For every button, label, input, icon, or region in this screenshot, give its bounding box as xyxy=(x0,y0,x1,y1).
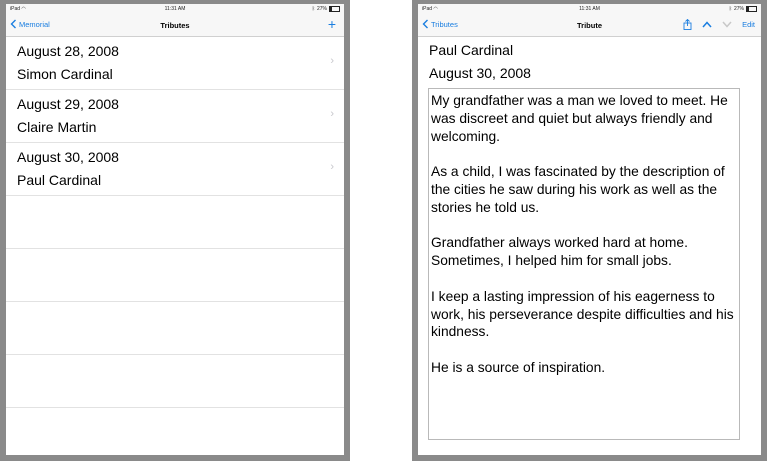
tribute-paragraph: He is a source of inspiration. xyxy=(431,359,606,375)
back-label: Memorial xyxy=(19,19,50,29)
chevron-right-icon: › xyxy=(330,55,334,67)
list-item[interactable] xyxy=(6,37,344,90)
tribute-date: August 29, 2008 xyxy=(17,96,119,112)
empty-row xyxy=(6,249,344,302)
wifi-icon: ◠ xyxy=(21,6,26,12)
battery-icon xyxy=(329,6,340,12)
back-label: Tributes xyxy=(431,19,458,29)
plus-icon[interactable]: + xyxy=(327,16,336,32)
tribute-date: August 28, 2008 xyxy=(17,43,119,59)
left-screen xyxy=(6,4,344,455)
edit-button[interactable]: Edit xyxy=(742,20,755,29)
tribute-paragraph: My grandfather was a man we loved to meet. He was discreet and quiet but always friendly and welcoming. xyxy=(431,93,728,144)
status-right xyxy=(312,6,340,12)
empty-row xyxy=(6,355,344,408)
tribute-author: Paul Cardinal xyxy=(429,42,514,58)
tribute-paragraph: As a child, I was fascinated by the description of the cities he saw during his work as well as the stories he told us. xyxy=(431,164,725,215)
tribute-date: August 30, 2008 xyxy=(17,149,119,165)
tribute-name: Claire Martin xyxy=(17,119,97,135)
nav-actions xyxy=(683,19,755,30)
empty-row xyxy=(6,196,344,249)
right-screen xyxy=(418,4,761,455)
battery-icon xyxy=(746,6,757,12)
chevron-up-icon[interactable] xyxy=(702,21,712,28)
tribute-paragraph: I keep a lasting impression of his eagerness to work, his perseverance despite difficulties and his kindness. xyxy=(431,288,734,340)
chevron-right-icon: › xyxy=(330,161,334,173)
right-ipad-frame xyxy=(412,0,767,461)
bluetooth-icon: ᛒ xyxy=(728,6,732,12)
status-right xyxy=(729,6,757,12)
list-item[interactable] xyxy=(6,90,344,143)
nav-title: Tributes xyxy=(160,21,190,30)
carrier-label: iPad xyxy=(10,6,21,12)
tribute-name: Simon Cardinal xyxy=(17,66,113,82)
left-ipad-frame xyxy=(0,0,350,461)
navigation-bar xyxy=(418,14,761,37)
status-bar xyxy=(418,4,761,14)
tribute-date: August 30, 2008 xyxy=(429,65,531,81)
share-icon[interactable] xyxy=(683,19,692,30)
chevron-down-icon[interactable] xyxy=(722,21,732,28)
bluetooth-icon: ᛒ xyxy=(311,6,315,12)
battery-percent: 27% xyxy=(733,6,744,12)
tribute-paragraph: Grandfather always worked hard at home. Sometimes, I helped him for small jobs. xyxy=(431,235,688,269)
carrier-label: iPad xyxy=(422,6,433,12)
status-bar xyxy=(6,4,344,14)
nav-title: Tribute xyxy=(576,21,602,30)
empty-row xyxy=(6,302,344,355)
tribute-text-view[interactable] xyxy=(428,88,740,440)
battery-percent: 27% xyxy=(316,6,327,12)
status-time: 11:31 AM xyxy=(164,6,186,12)
list-item[interactable] xyxy=(6,143,344,196)
navigation-bar xyxy=(6,14,344,37)
tribute-name: Paul Cardinal xyxy=(17,172,102,188)
status-time: 11:31 AM xyxy=(579,6,600,12)
chevron-right-icon: › xyxy=(330,108,334,120)
wifi-icon: ◠ xyxy=(433,6,438,12)
tributes-list xyxy=(6,37,344,408)
